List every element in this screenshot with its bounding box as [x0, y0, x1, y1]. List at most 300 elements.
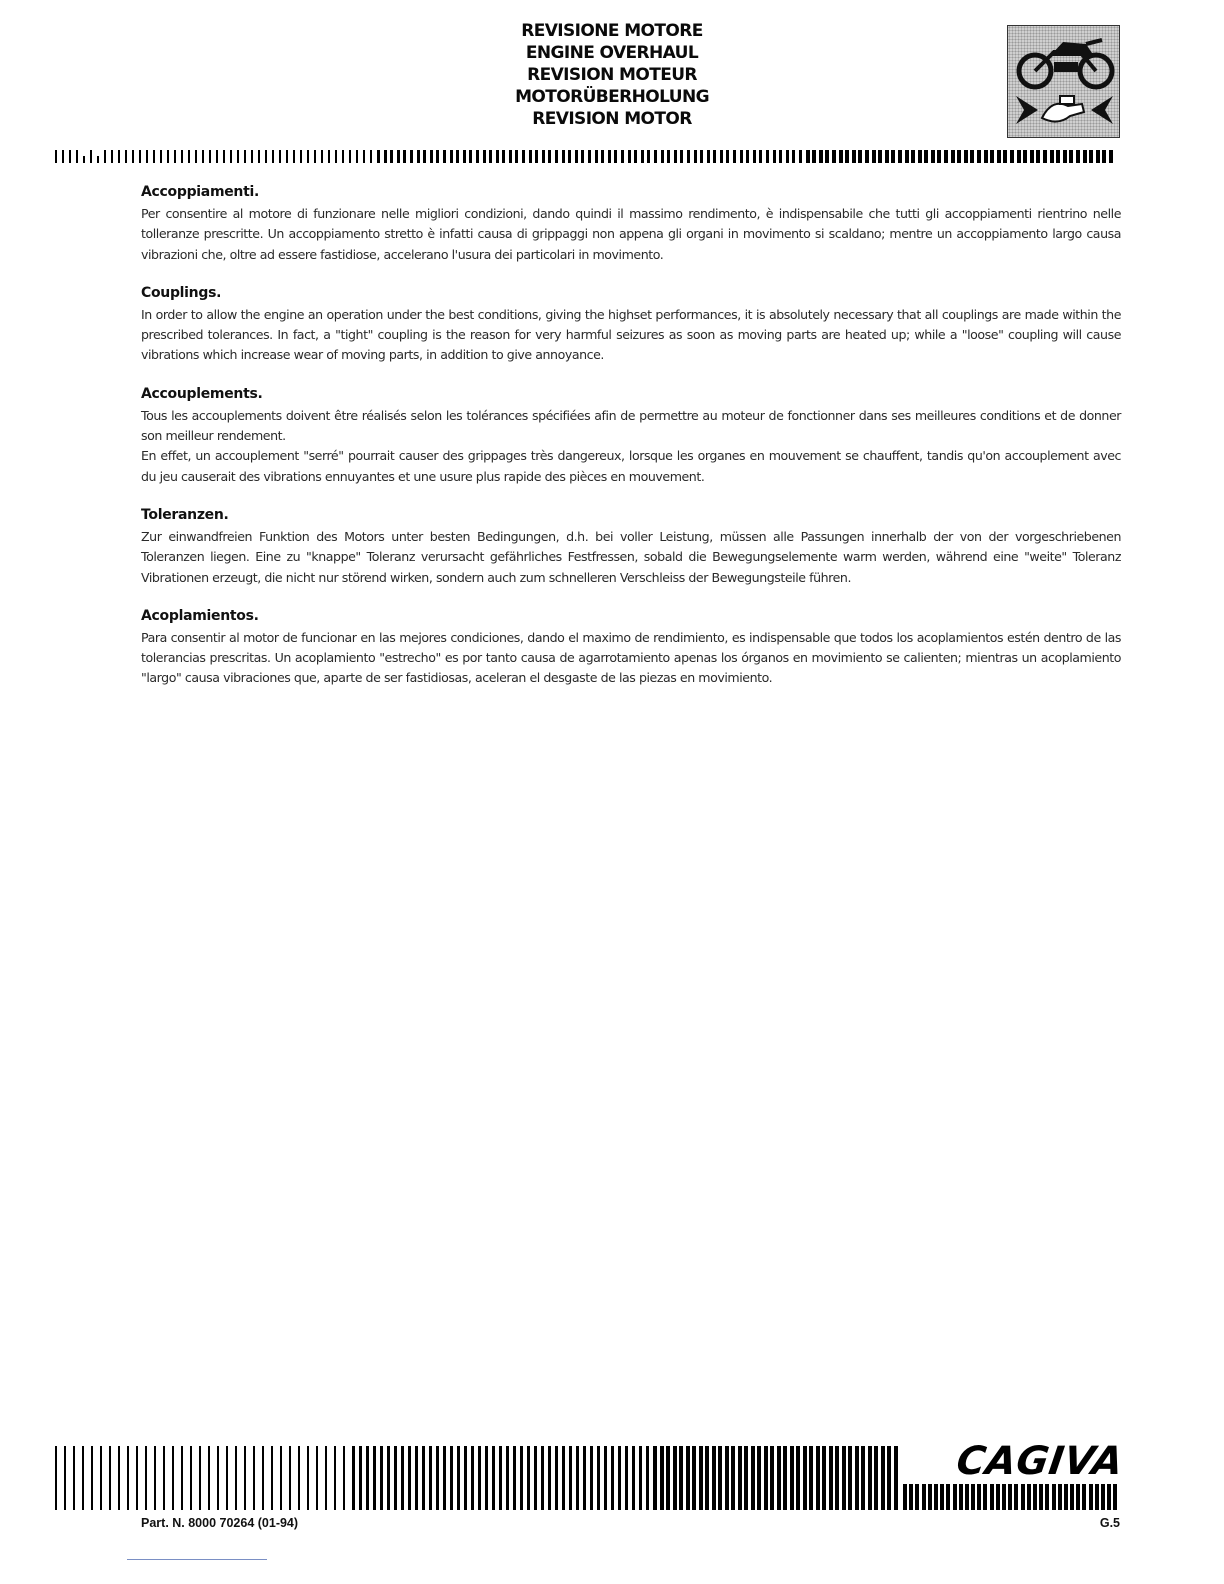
bar — [62, 150, 64, 163]
bar — [725, 1446, 729, 1510]
bar — [100, 1446, 102, 1510]
bar — [608, 150, 611, 163]
bar — [463, 150, 466, 163]
bar — [334, 1446, 336, 1510]
bar — [118, 1446, 120, 1510]
bar — [581, 150, 584, 163]
bar — [1017, 150, 1021, 163]
bar — [356, 150, 358, 163]
bar — [153, 150, 155, 163]
bar — [342, 150, 344, 163]
section-heading: Couplings. — [141, 284, 222, 301]
bar — [770, 1446, 774, 1510]
bar — [181, 150, 183, 163]
motorcycle-engine-overhaul-icon — [1007, 25, 1120, 138]
bar — [457, 1446, 460, 1510]
bar — [527, 1446, 530, 1510]
bar — [661, 150, 664, 163]
bar — [1021, 1484, 1025, 1510]
bar — [1052, 1484, 1056, 1510]
bar — [674, 150, 677, 163]
bar — [790, 1446, 794, 1510]
title-german: MOTORÜBERHOLUNG — [515, 87, 709, 107]
bar — [1113, 1484, 1117, 1510]
bar — [541, 1446, 544, 1510]
bar — [990, 1484, 994, 1510]
bar — [891, 150, 895, 163]
bar — [738, 1446, 742, 1510]
title-italian: REVISIONE MOTORE — [521, 21, 703, 41]
bar — [111, 150, 113, 163]
bar — [415, 1446, 418, 1510]
bar — [154, 1446, 156, 1510]
bar — [125, 150, 127, 163]
bar — [272, 150, 274, 163]
bar — [887, 1446, 891, 1510]
bar — [363, 150, 365, 163]
bar — [915, 1484, 919, 1510]
bar — [825, 150, 829, 163]
bar — [733, 150, 736, 163]
bar — [384, 150, 387, 163]
bar — [1002, 1484, 1006, 1510]
bar — [145, 1446, 147, 1510]
bar — [970, 150, 974, 163]
bar — [604, 1446, 607, 1510]
bar — [1063, 150, 1067, 163]
bar — [394, 1446, 397, 1510]
bar — [1101, 1484, 1105, 1510]
bar — [91, 1446, 93, 1510]
bar — [1033, 1484, 1037, 1510]
bar — [83, 156, 85, 163]
bar — [590, 1446, 593, 1510]
bar — [680, 150, 683, 163]
bar — [397, 150, 400, 163]
bar — [632, 1446, 635, 1510]
bar — [366, 1446, 369, 1510]
section-paragraph: Zur einwandfreien Funktion des Motors unter besten Bedingungen, d.h. bei voller Leistung, müssen alle Passungen innerhalb der von der vorgeschriebenen Toleranzen liegen. Eine zu "knappe" Toleranz verursacht gefährliches Festfressen, sobald die Bewegungselemente warm werden, während eine "weite" Toleranz Vibrationen erzeugt, die nicht nur störend wirken, sondern auch zum schnelleren Verschleiss der Bewegungsteile führen. — [141, 528, 1121, 585]
bar — [588, 150, 591, 163]
bar — [209, 150, 211, 163]
bar — [806, 150, 810, 163]
bar — [469, 150, 472, 163]
bar — [842, 1446, 846, 1510]
section-spanish — [141, 606, 1121, 689]
bar — [208, 1446, 210, 1510]
bar — [641, 150, 644, 163]
bar — [576, 1446, 579, 1510]
bar — [403, 150, 406, 163]
bar — [924, 150, 928, 163]
bar — [911, 150, 915, 163]
bar — [957, 150, 961, 163]
section-german — [141, 505, 1121, 588]
bar — [819, 150, 823, 163]
bar — [918, 150, 922, 163]
bar — [803, 1446, 807, 1510]
bar — [660, 1446, 664, 1510]
bar — [621, 150, 624, 163]
bar — [69, 150, 71, 163]
bar — [529, 150, 532, 163]
bar — [898, 150, 902, 163]
bar — [271, 1446, 273, 1510]
bar — [436, 150, 439, 163]
bar — [535, 150, 538, 163]
bar — [1003, 150, 1007, 163]
bar — [1069, 150, 1073, 163]
bar — [279, 150, 281, 163]
bar — [387, 1446, 390, 1510]
bar — [139, 150, 141, 163]
bar — [959, 1484, 963, 1510]
bar — [430, 150, 433, 163]
bar — [199, 1446, 201, 1510]
bar — [1107, 1484, 1111, 1510]
bar — [855, 1446, 859, 1510]
bar — [513, 1446, 516, 1510]
bar — [163, 1446, 165, 1510]
bar — [595, 150, 598, 163]
bar — [1076, 1484, 1080, 1510]
bar — [809, 1446, 813, 1510]
bar — [390, 150, 393, 163]
bar — [1102, 150, 1106, 163]
bar — [816, 1446, 820, 1510]
bar — [167, 150, 169, 163]
bar — [885, 150, 889, 163]
bar — [759, 150, 762, 163]
bar — [450, 1446, 453, 1510]
bar — [1070, 1484, 1074, 1510]
bar — [753, 150, 756, 163]
logo-bar-strip — [903, 1484, 1120, 1510]
bar — [253, 1446, 255, 1510]
bar — [298, 1446, 300, 1510]
bar — [1109, 150, 1113, 163]
section-heading: Acoplamientos. — [141, 607, 259, 624]
bar — [471, 1446, 474, 1510]
bar — [964, 150, 968, 163]
bar — [773, 150, 776, 163]
bar — [216, 150, 218, 163]
bar — [583, 1446, 586, 1510]
bar — [127, 1446, 129, 1510]
bar — [555, 150, 558, 163]
section-heading: Accouplements. — [141, 385, 263, 402]
bar — [258, 150, 260, 163]
bar — [90, 150, 92, 163]
bar — [673, 1446, 677, 1510]
bar — [1010, 150, 1014, 163]
bar — [1036, 150, 1040, 163]
bar — [343, 1446, 345, 1510]
bar — [485, 1446, 488, 1510]
bar — [829, 1446, 833, 1510]
part-number: Part. N. 8000 70264 (01-94) — [141, 1516, 299, 1530]
bar — [990, 150, 994, 163]
bar — [443, 150, 446, 163]
bar — [731, 1446, 735, 1510]
bar — [217, 1446, 219, 1510]
bar — [653, 1446, 657, 1510]
bar — [614, 150, 617, 163]
bar — [1083, 150, 1087, 163]
bar — [1050, 150, 1054, 163]
bar — [812, 150, 816, 163]
bar — [506, 1446, 509, 1510]
bar — [289, 1446, 291, 1510]
bar — [744, 1446, 748, 1510]
bar — [713, 150, 716, 163]
document-body — [141, 182, 1121, 707]
bar — [951, 150, 955, 163]
bar — [868, 1446, 872, 1510]
bar — [181, 1446, 183, 1510]
bar — [562, 150, 565, 163]
bar — [335, 150, 337, 163]
bar — [726, 150, 729, 163]
bar — [937, 150, 941, 163]
bar — [646, 1446, 649, 1510]
bar — [874, 1446, 878, 1510]
bar — [76, 150, 78, 163]
bar — [832, 150, 836, 163]
bar — [522, 150, 525, 163]
title-french: REVISION MOTEUR — [527, 65, 697, 85]
brand-name: CAGIVA — [953, 1439, 1127, 1484]
bar — [97, 156, 99, 163]
bar — [601, 150, 604, 163]
bar — [618, 1446, 621, 1510]
bar — [464, 1446, 467, 1510]
bar — [861, 1446, 865, 1510]
bar — [492, 1446, 495, 1510]
bar — [195, 150, 197, 163]
bar — [977, 150, 981, 163]
bar — [172, 1446, 174, 1510]
bar — [965, 1484, 969, 1510]
section-english — [141, 283, 1121, 366]
bar — [625, 1446, 628, 1510]
bar — [237, 150, 239, 163]
bar — [872, 150, 876, 163]
bar — [436, 1446, 439, 1510]
bar — [718, 1446, 722, 1510]
bar — [515, 150, 518, 163]
bar — [1030, 150, 1034, 163]
bar — [423, 150, 426, 163]
bar — [136, 1446, 138, 1510]
bar — [852, 150, 856, 163]
bar — [712, 1446, 716, 1510]
bar — [822, 1446, 826, 1510]
bar — [858, 150, 862, 163]
bar — [235, 1446, 237, 1510]
bar — [903, 1484, 907, 1510]
bar — [300, 150, 302, 163]
bar — [314, 150, 316, 163]
bar — [720, 150, 723, 163]
bar — [740, 150, 743, 163]
bar — [160, 150, 162, 163]
bar — [244, 150, 246, 163]
bar — [1014, 1484, 1018, 1510]
section-paragraph: En effet, un accouplement "serré" pourrait causer des grippages très dangereux, lorsque les organes en mouvement se chauffent, tandis qu'on accouplement avec du jeu causerait des vibrations ennuyantes et une usure plus rapide des pièces en mouvement. — [141, 448, 1121, 484]
bar — [597, 1446, 600, 1510]
section-paragraph: Per consentire al motore di funzionare nelle migliori condizioni, dando quindi il massimo rendimento, è indispensabile che tutti gli accoppiamenti rientrino nelle tolleranze prescritte. Un accoppiamento stretto è infatti causa di grippaggi non appena gli organi in movimento si scaldano; mentre un accoppiamento largo causa vibrazioni che, oltre ad essere fastidiose, accelerano l'usura dei particolari in movimento. — [141, 206, 1121, 262]
bar — [1064, 1484, 1068, 1510]
bar — [307, 150, 309, 163]
bar — [764, 1446, 768, 1510]
bar — [909, 1484, 913, 1510]
bar — [894, 1446, 898, 1510]
bar — [984, 150, 988, 163]
bar — [865, 150, 869, 163]
bar — [946, 1484, 950, 1510]
bar — [174, 150, 176, 163]
bar — [286, 150, 288, 163]
bar — [321, 150, 323, 163]
bar — [799, 150, 802, 163]
bar — [705, 1446, 709, 1510]
bar — [1076, 150, 1080, 163]
bar — [931, 150, 935, 163]
bar — [226, 1446, 228, 1510]
bar — [1008, 1484, 1012, 1510]
title-spanish: REVISION MOTOR — [532, 109, 692, 129]
bar — [757, 1446, 761, 1510]
bar — [509, 150, 512, 163]
bar — [654, 150, 657, 163]
bar — [118, 150, 120, 163]
section-heading: Accoppiamenti. — [141, 184, 259, 200]
section-paragraph: In order to allow the engine an operation under the best conditions, giving the highset performances, it is absolutely necessary that all couplings are made within the prescribed tolerances. In fact, a "tight" coupling is the reason for very harmful seizures as soon as moving parts are heated up; while a "loose" coupling will cause vibrations which increase wear of moving parts, in addition to give annoyance. — [141, 306, 1121, 363]
bar — [104, 150, 106, 163]
section-heading: Toleranzen. — [141, 506, 229, 523]
bar — [977, 1484, 981, 1510]
bar — [401, 1446, 404, 1510]
bar — [679, 1446, 683, 1510]
bar — [456, 150, 459, 163]
bar — [478, 1446, 481, 1510]
bar — [639, 1446, 642, 1510]
bar — [562, 1446, 565, 1510]
bar — [373, 1446, 376, 1510]
bar — [443, 1446, 446, 1510]
bar — [1089, 1484, 1093, 1510]
bar — [244, 1446, 246, 1510]
bar — [835, 1446, 839, 1510]
bar — [408, 1446, 411, 1510]
page-number: G.5 — [1099, 1516, 1120, 1530]
bar — [700, 150, 703, 163]
bar — [848, 1446, 852, 1510]
bar — [1089, 150, 1093, 163]
bar — [377, 150, 380, 163]
bar — [146, 150, 148, 163]
bar — [687, 150, 690, 163]
bar — [1096, 150, 1100, 163]
bar — [667, 150, 670, 163]
bar — [417, 150, 420, 163]
bar — [489, 150, 492, 163]
bar — [575, 150, 578, 163]
bar — [349, 150, 351, 163]
bar — [499, 1446, 502, 1510]
bar — [1027, 1484, 1031, 1510]
cagiva-logo — [903, 1439, 1127, 1510]
bar — [905, 150, 909, 163]
bar — [230, 150, 232, 163]
bar — [548, 1446, 551, 1510]
bar — [1043, 150, 1047, 163]
bar — [934, 1484, 938, 1510]
bar — [251, 150, 253, 163]
bar — [779, 150, 782, 163]
bar — [55, 1446, 57, 1510]
bar — [928, 1484, 932, 1510]
bar — [328, 150, 330, 163]
bar — [611, 1446, 614, 1510]
bar — [429, 1446, 432, 1510]
bar — [1039, 1484, 1043, 1510]
page-title-block — [462, 20, 762, 130]
bar — [132, 150, 134, 163]
bar — [476, 150, 479, 163]
bar — [502, 150, 505, 163]
bar — [953, 1484, 957, 1510]
bar — [380, 1446, 383, 1510]
bar — [971, 1484, 975, 1510]
bar — [666, 1446, 670, 1510]
bar — [634, 150, 637, 163]
bar — [881, 1446, 885, 1510]
bar — [940, 1484, 944, 1510]
bar — [82, 1446, 84, 1510]
title-english: ENGINE OVERHAUL — [525, 43, 699, 63]
bar — [280, 1446, 282, 1510]
bar — [265, 150, 267, 163]
bar — [845, 150, 849, 163]
bar — [64, 1446, 66, 1510]
bar — [997, 150, 1001, 163]
bar — [316, 1446, 318, 1510]
bar — [569, 1446, 572, 1510]
bar — [766, 150, 769, 163]
bar — [352, 1446, 355, 1510]
bar — [647, 150, 650, 163]
bar — [410, 150, 413, 163]
bar — [839, 150, 843, 163]
bar — [109, 1446, 111, 1510]
bar — [223, 150, 225, 163]
bar — [188, 150, 190, 163]
top-decorative-bar-strip — [55, 150, 1120, 163]
bar — [307, 1446, 309, 1510]
bottom-decorative-bar-strip — [55, 1446, 901, 1510]
bar — [944, 150, 948, 163]
bar — [746, 150, 749, 163]
footer-divider — [127, 1559, 267, 1560]
bar — [202, 150, 204, 163]
bar — [983, 1484, 987, 1510]
bar — [699, 1446, 703, 1510]
section-paragraph: Tous les accouplements doivent être réalisés selon les tolérances spécifiées afin de permettre au moteur de fonctionner dans ses meilleures conditions et de donner son meilleur rendement. — [141, 407, 1121, 444]
bar — [707, 150, 710, 163]
bar — [1045, 1484, 1049, 1510]
